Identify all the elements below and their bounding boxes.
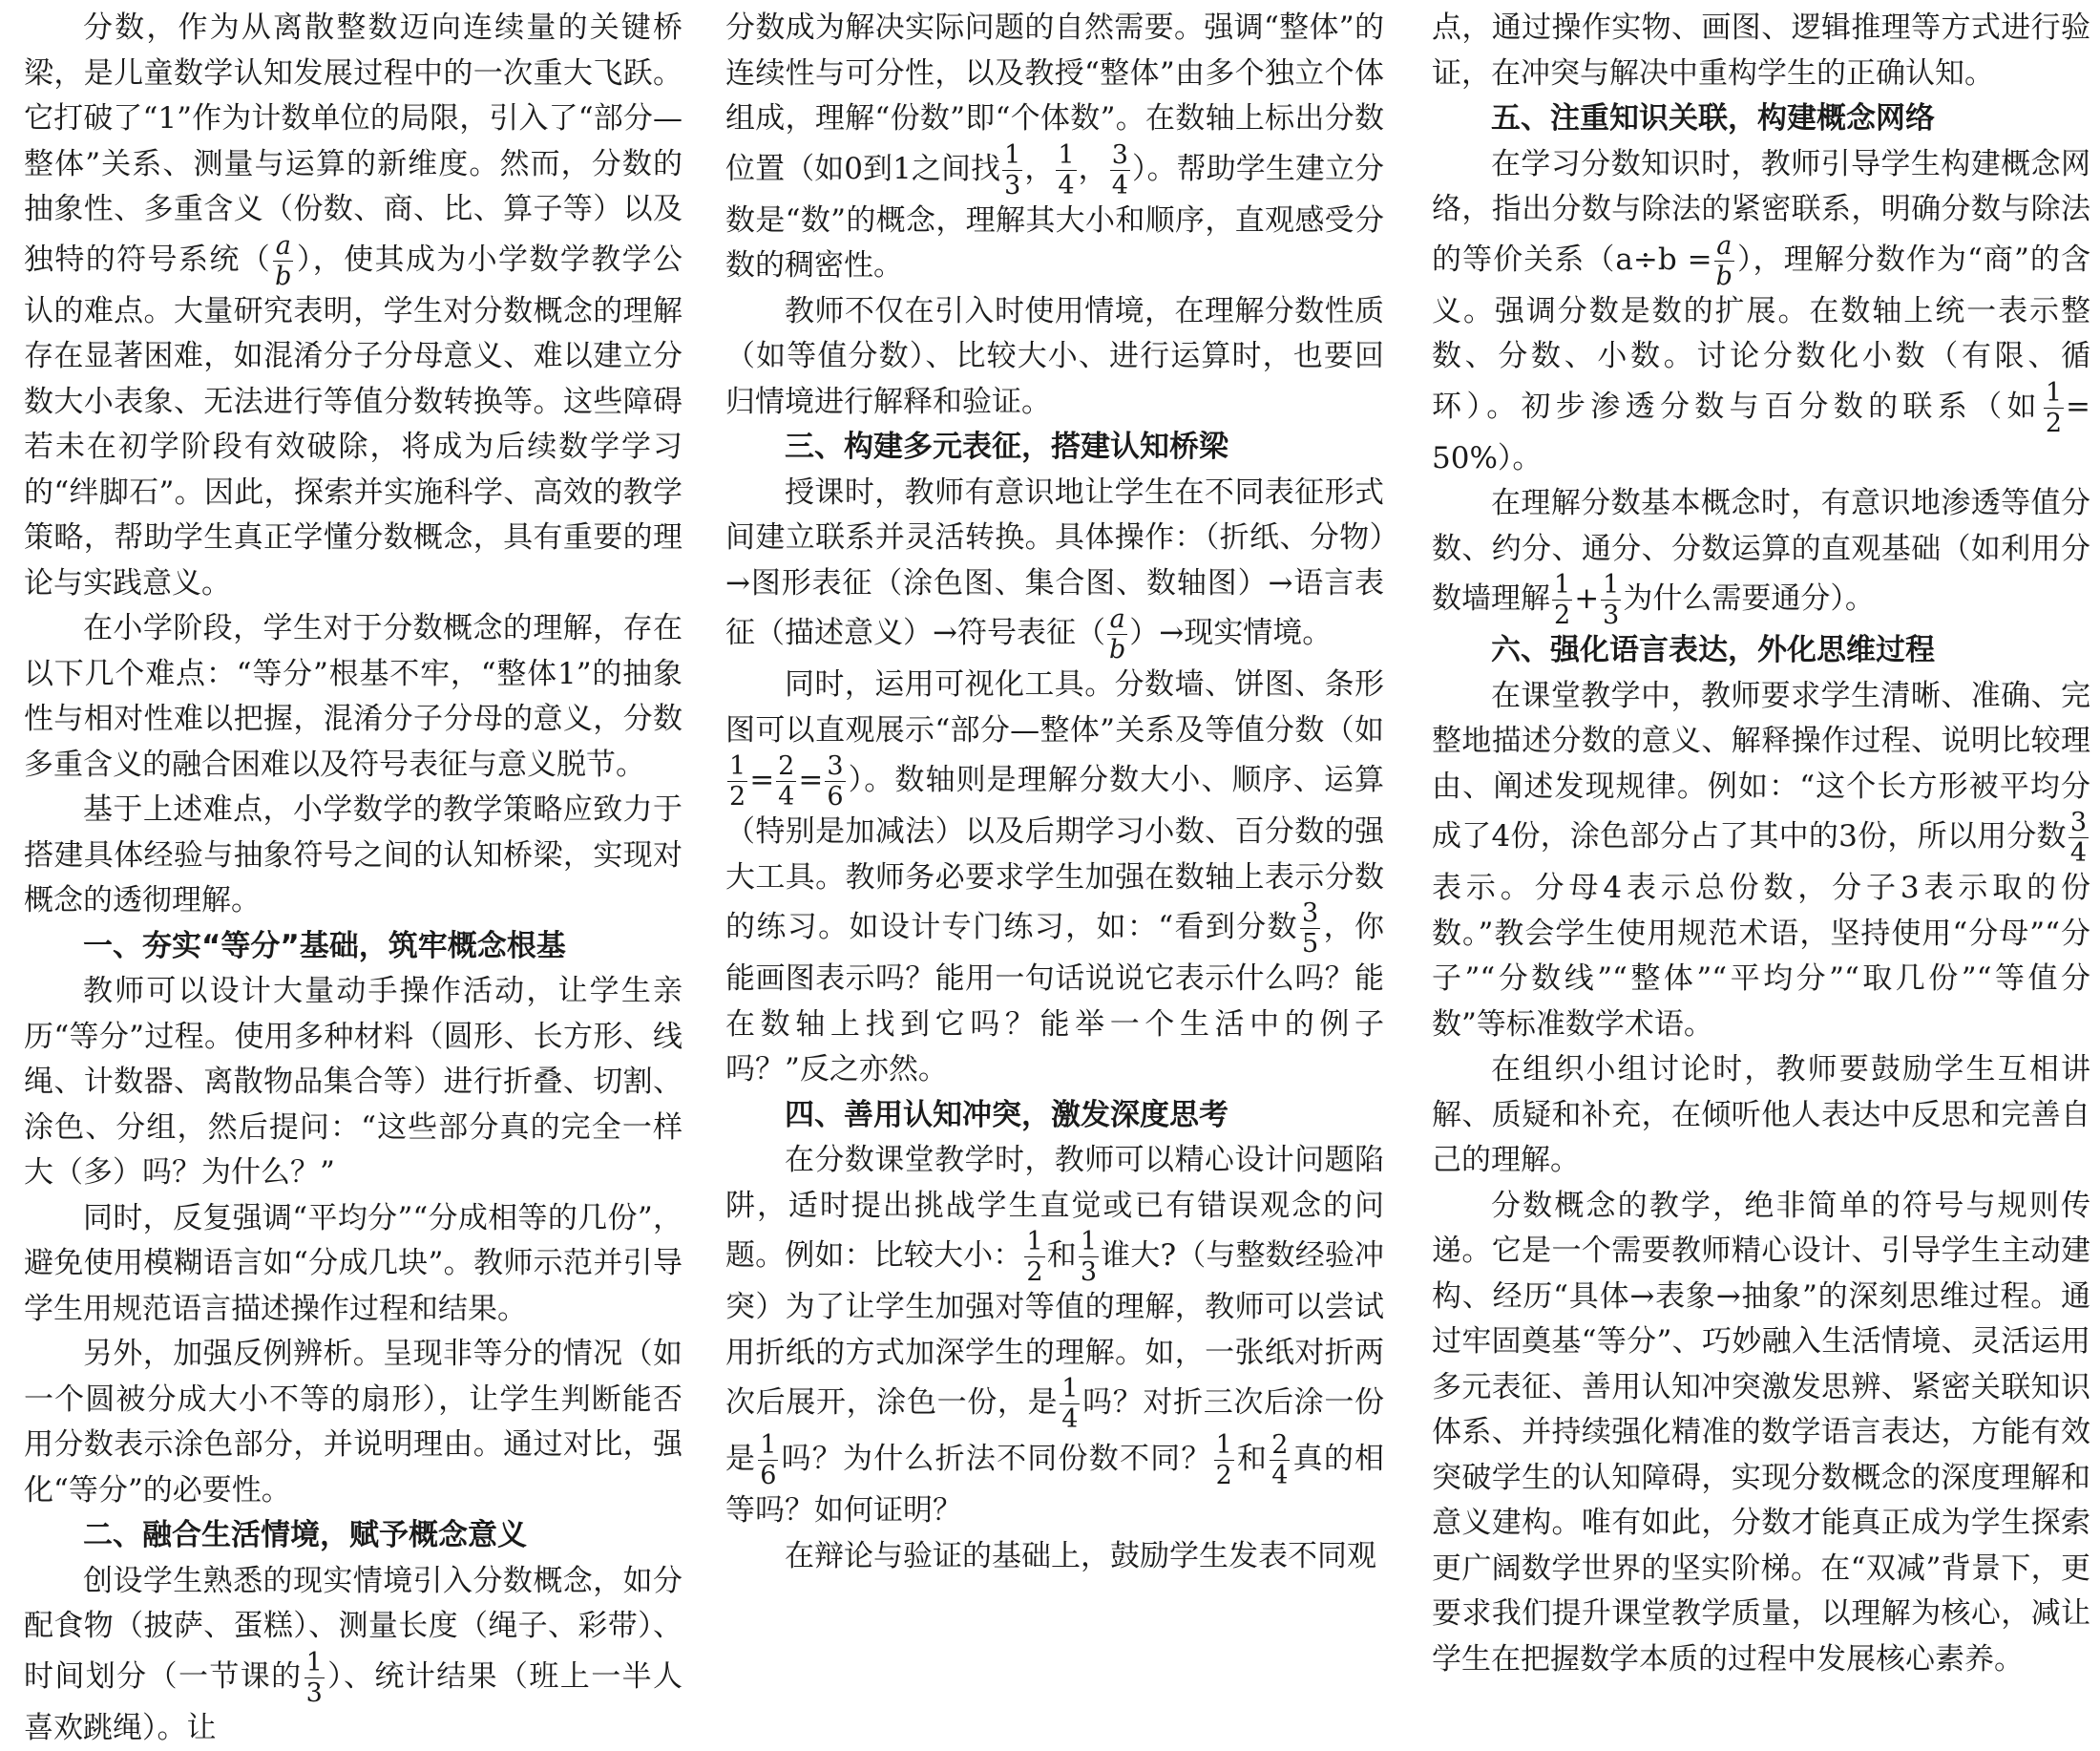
paragraph	[1432, 674, 2090, 1048]
fraction-denominator: b	[1714, 262, 1734, 289]
fraction	[1270, 1432, 1290, 1488]
fraction-numerator: 1	[1552, 572, 1572, 601]
text-run: 分数成为解决实际问题的自然需要。强调“整体”的连续性与可分性，以及教授“整体”由多个独立个体组成，理解“份数”即“个体数”。在数轴上标出分数位置（如0到1之间找	[725, 11, 1384, 186]
fraction-denominator: 4	[1060, 1404, 1080, 1432]
fraction	[1056, 142, 1076, 199]
fraction-numerator: a	[1714, 233, 1734, 262]
text-run: 在学习分数知识时，教师引导学生构建概念网络，指出分数与除法的紧密联系，明确分数与除法的等价关系（a÷b =	[1432, 147, 2090, 277]
fraction-numerator: 2	[776, 753, 796, 782]
paragraph	[725, 663, 1384, 1093]
fraction-denominator: 2	[727, 782, 747, 810]
paragraph: 基于上述难点，小学数学的教学策略应致力于搭建具体经验与抽象符号之间的认知桥梁，实现对概念的透彻理解。	[24, 788, 682, 924]
text-run: =	[749, 763, 774, 797]
fraction-numerator: 1	[1079, 1229, 1099, 1257]
text-run: 在理解分数基本概念时，有意识地渗透等值分数、约分、通分、分数运算的直观基础（如利用分数墙理解	[1432, 486, 2090, 616]
text-run: ）→现实情境。	[1129, 616, 1332, 650]
fraction	[2068, 810, 2089, 866]
fraction-denominator: b	[273, 262, 293, 289]
fraction-numerator: 3	[2068, 810, 2089, 838]
fraction	[825, 753, 845, 810]
text-run: +	[1574, 581, 1599, 616]
fraction-numerator: 1	[1060, 1376, 1080, 1404]
section-heading-2: 二、融合生活情境，赋予概念意义	[24, 1513, 682, 1559]
fraction-a-over-b	[1714, 233, 1734, 289]
paragraph: 在辩论与验证的基础上，鼓励学生发表不同观	[725, 1534, 1384, 1580]
fraction	[1300, 900, 1320, 957]
text-run: ，你能画图表示吗？能用一句话说说它表示什么吗？能在数轴上找到它吗？能举一个生活中的例子吗？”反之亦然。	[725, 910, 1384, 1086]
paragraph	[1432, 142, 2090, 482]
fraction-denominator: 4	[776, 782, 796, 810]
paragraph: 同时，反复强调“平均分”“分成相等的几份”，避免使用模糊语言如“分成几块”。教师示范并引导学生用规范语言描述操作过程和结果。	[24, 1196, 682, 1333]
fraction-denominator: 4	[1270, 1461, 1290, 1488]
fraction	[776, 753, 796, 810]
paragraph: 在组织小组讨论时，教师要鼓励学生互相讲解、质疑和补充，在倾听他人表达中反思和完善自己的理解。	[1432, 1047, 2090, 1184]
fraction	[1601, 572, 1621, 628]
text-run: ）、统计结果（班上一半人喜欢跳绳）。让	[24, 1659, 682, 1745]
section-heading-6: 六、强化语言表达，外化思维过程	[1432, 628, 2090, 674]
paragraph: 教师可以设计大量动手操作活动，让学生亲历“等分”过程。使用多种材料（圆形、长方形、线绳、计数器、离散物品集合等）进行折叠、切割、涂色、分组，然后提问：“这些部分真的完全一样大（多）吗？为什么？”	[24, 969, 682, 1196]
paragraph: 教师不仅在引入时使用情境，在理解分数性质（如等值分数）、比较大小、进行运算时，也要回归情境进行解释和验证。	[725, 289, 1384, 426]
paragraph: 点，通过操作实物、画图、逻辑推理等方式进行验证，在冲突与解决中重构学生的正确认知。	[1432, 6, 2090, 96]
paragraph	[725, 1138, 1384, 1534]
paragraph: 另外，加强反例辨析。呈现非等分的情况（如一个圆被分成大小不等的扇形），让学生判断能否用分数表示涂色部分，并说明理由。通过对比，强化“等分”的必要性。	[24, 1332, 682, 1513]
text-run: = 50%）。	[1432, 390, 2090, 475]
fraction	[1060, 1376, 1080, 1432]
text-run: ），使其成为小学数学教学公认的难点。大量研究表明，学生对分数概念的理解存在显著困难，如混淆分子分母意义、难以建立分数大小表象、无法进行等值分数转换等。这些障碍若未在初学阶段有效破除，将成为后续数学学习的“绊脚石”。因此，探索并实施科学、高效的教学策略，帮助学生真正学懂分数概念，具有重要的理论与实践意义。	[24, 243, 682, 601]
fraction-numerator: 1	[1214, 1432, 1234, 1461]
section-heading-1: 一、夯实“等分”基础，筑牢概念根基	[24, 924, 682, 970]
fraction-denominator: 2	[1552, 601, 1572, 628]
fraction-numerator: a	[1107, 606, 1127, 635]
paragraph	[1432, 481, 2090, 628]
text-run: 谁大?（与整数经验冲突）为了让学生加强对等值的理解，教师可以尝试用折纸的方式加深学生的理解。如，一张纸对折两次后展开，涂色一份，是	[725, 1238, 1384, 1420]
fraction-a-over-b	[273, 233, 293, 289]
fraction	[1024, 1229, 1044, 1285]
fraction-denominator: 3	[304, 1678, 325, 1706]
fraction-numerator: 1	[1056, 142, 1076, 171]
text-column-3	[1432, 6, 2090, 1382]
section-heading-5: 五、注重知识关联，构建概念网络	[1432, 96, 2090, 142]
section-heading-3: 三、构建多元表征，搭建认知桥梁	[725, 425, 1384, 471]
text-run: 分数，作为从离散整数迈向连续量的关键桥梁，是儿童数学认知发展过程中的一次重大飞跃。它打破了“1”作为计数单位的局限，引入了“部分—整体”关系、测量与运算的新维度。然而，分数的抽象性、多重含义（份数、商、比、算子等）以及独特的符号系统（	[24, 11, 682, 277]
fraction-numerator: 1	[304, 1650, 325, 1678]
text-column-1	[24, 6, 682, 1382]
text-run: 为什么需要通分）。	[1623, 581, 1875, 616]
fraction-denominator: 6	[825, 782, 845, 810]
fraction-denominator: 4	[1110, 171, 1130, 199]
paragraph	[24, 1559, 682, 1751]
text-run: ），理解分数作为“商”的含义。强调分数是数的扩展。在数轴上统一表示整数、分数、小数。讨论分数化小数（有限、循环）。初步渗透分数与百分数的联系（如	[1432, 243, 2090, 424]
fraction	[1214, 1432, 1234, 1488]
fraction-denominator: 5	[1300, 929, 1320, 957]
fraction	[758, 1432, 778, 1488]
fraction-numerator: 3	[1110, 142, 1130, 171]
text-run: ）。帮助学生建立分数是“数”的概念，理解其大小和顺序，直观感受分数的稠密性。	[725, 152, 1384, 284]
text-run: ，	[1024, 152, 1054, 186]
fraction-denominator: 3	[1002, 171, 1022, 199]
section-heading-4: 四、善用认知冲突，激发深度思考	[725, 1093, 1384, 1139]
fraction-numerator: 1	[1024, 1229, 1044, 1257]
fraction	[2044, 380, 2064, 436]
fraction-denominator: 3	[1079, 1257, 1099, 1285]
fraction-denominator: 2	[1024, 1257, 1044, 1285]
text-run: 在课堂教学中，教师要求学生清晰、准确、完整地描述分数的意义、解释操作过程、说明比较理由、阐述发现规律。例如：“这个长方形被平均分成了4份，涂色部分占了其中的3份，所以用分数	[1432, 679, 2090, 854]
fraction	[727, 753, 747, 810]
fraction-numerator: 1	[2044, 380, 2064, 409]
text-run: ，	[1079, 152, 1108, 186]
fraction-numerator: 2	[1270, 1432, 1290, 1461]
fraction-denominator: 6	[758, 1461, 778, 1488]
paragraph: 分数概念的教学，绝非简单的符号与规则传递。它是一个需要教师精心设计、引导学生主动建构、经历“具体→表象→抽象”的深刻思维过程。通过牢固奠基“等分”、巧妙融入生活情境、灵活运用多元表征、善用认知冲突激发思辨、紧密关联知识体系、并持续强化精准的数学语言表达，方能有效突破学生的认知障碍，实现分数概念的深度理解和意义建构。唯有如此，分数才能真正成为学生探索更广阔数学世界的坚实阶梯。在“双减”背景下，更要求我们提升课堂教学质量，以理解为核心，减让学生在把握数学本质的过程中发展核心素养。	[1432, 1184, 2090, 1683]
text-run: 创设学生熟悉的现实情境引入分数概念，如分配食物（披萨、蛋糕）、测量长度（绳子、彩带）、时间划分（一节课的	[24, 1564, 682, 1694]
fraction-numerator: 1	[727, 753, 747, 782]
text-run: 表示。分母4表示总份数，分子3表示取的份数。”教会学生使用规范术语，坚持使用“分母”“分子”“分数线”“整体”“平均分”“取几份”“等值分数”等标准数学术语。	[1432, 871, 2090, 1042]
fraction-numerator: 1	[1002, 142, 1022, 171]
fraction-denominator: b	[1107, 635, 1127, 663]
fraction	[1079, 1229, 1099, 1285]
fraction-denominator: 2	[2044, 409, 2064, 436]
text-column-2	[725, 6, 1384, 1382]
paragraph	[725, 471, 1384, 664]
fraction-a-over-b	[1107, 606, 1127, 663]
fraction-numerator: 3	[1300, 900, 1320, 929]
text-run: 授课时，教师有意识地让学生在不同表征形式间建立联系并灵活转换。具体操作：（折纸、分物）→图形表征（涂色图、集合图、数轴图）→语言表征（描述意义）→符号表征（	[725, 475, 1384, 651]
text-run: 和	[1236, 1442, 1268, 1476]
fraction-denominator: 2	[1214, 1461, 1234, 1488]
fraction-denominator: 4	[2068, 838, 2089, 866]
text-run: =	[798, 763, 823, 797]
text-run: 真的相等吗？如何证明？	[725, 1442, 1384, 1528]
fraction-numerator: 3	[825, 753, 845, 782]
fraction	[1552, 572, 1572, 628]
paragraph: 在小学阶段，学生对于分数概念的理解，存在以下几个难点：“等分”根基不牢，“整体1”的抽象性与相对性难以把握，混淆分子分母的意义，分数多重含义的融合困难以及符号表征与意义脱节。	[24, 606, 682, 788]
fraction-numerator: 1	[758, 1432, 778, 1461]
text-run: 在分数课堂教学时，教师可以精心设计问题陷阱，适时提出挑战学生直觉或已有错误观念的问题。例如：比较大小：	[725, 1143, 1384, 1273]
text-run: 吗？为什么折法不同份数不同？	[780, 1442, 1211, 1476]
fraction-denominator: 4	[1056, 171, 1076, 199]
text-run: ）。数轴则是理解分数大小、顺序、运算（特别是加减法）以及后期学习小数、百分数的强大工具。教师务必要求学生加强在数轴上表示分数的练习。如设计专门练习，如：“看到分数	[725, 763, 1384, 944]
fraction	[304, 1650, 325, 1706]
text-run: 吗？对折三次后涂一份是	[725, 1385, 1384, 1476]
paragraph	[725, 6, 1384, 289]
fraction-numerator: 1	[1601, 572, 1621, 601]
paragraph	[24, 6, 682, 606]
fraction-denominator: 3	[1601, 601, 1621, 628]
text-run: 和	[1047, 1238, 1077, 1273]
text-run: 同时，运用可视化工具。分数墙、饼图、条形图可以直观展示“部分—整体”关系及等值分数（如	[725, 667, 1384, 748]
fraction	[1110, 142, 1130, 199]
fraction-numerator: a	[273, 233, 293, 262]
fraction	[1002, 142, 1022, 199]
